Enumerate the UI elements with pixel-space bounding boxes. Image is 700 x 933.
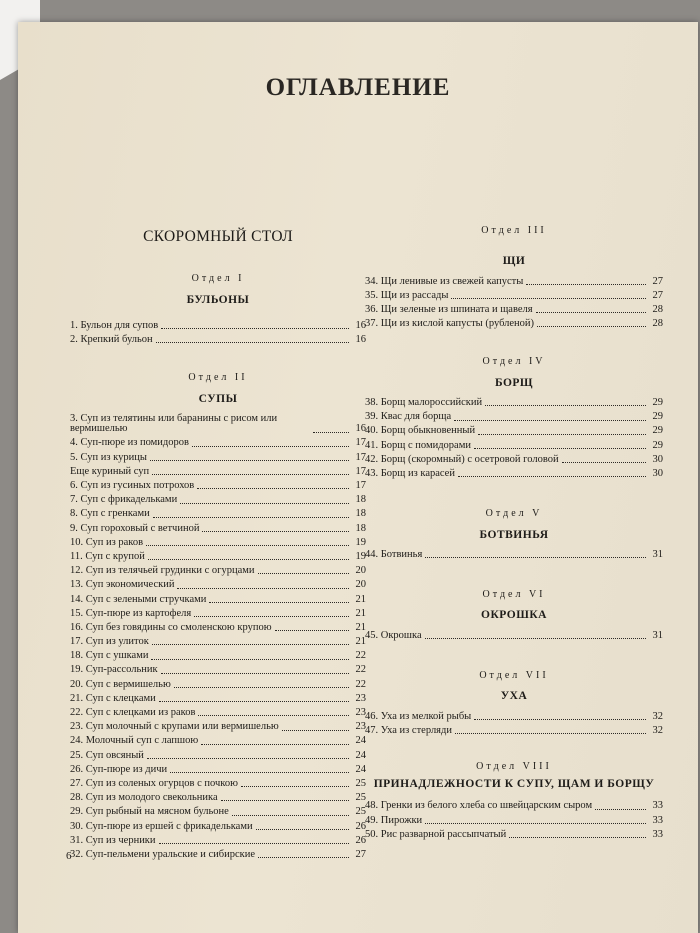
leader-dots xyxy=(275,630,349,631)
toc-entry xyxy=(365,469,663,479)
toc-entry-page: 27 xyxy=(652,275,663,287)
toc-entry-page: 31 xyxy=(652,548,663,560)
leader-dots xyxy=(478,434,646,435)
toc-entry-page: 21 xyxy=(355,621,366,633)
toc-entry-title: 9. Суп гороховый с ветчиной xyxy=(70,522,200,534)
leader-dots xyxy=(209,602,349,603)
toc-entry-title: 43. Борщ из карасей xyxy=(365,467,455,479)
toc-entry-title: 14. Суп с зелеными стручками xyxy=(70,593,207,605)
leader-dots xyxy=(241,786,349,787)
toc-entry-title: 21. Суп с клецками xyxy=(70,692,156,704)
toc-entry xyxy=(70,736,366,746)
toc-entry-title: 24. Молочный суп с лапшою xyxy=(70,735,199,747)
leader-dots xyxy=(509,837,646,838)
leader-dots xyxy=(177,588,349,589)
toc-entry-page: 16 xyxy=(355,319,366,331)
toc-entry-title: 30. Суп-пюре из ершей с фрикадельками xyxy=(70,820,253,832)
toc-entry xyxy=(70,467,366,477)
leader-dots xyxy=(159,701,349,702)
toc-entry-page: 21 xyxy=(355,636,366,648)
toc-entry-page: 18 xyxy=(355,508,366,520)
toc-entry-title: 20. Суп с вермишелью xyxy=(70,678,171,690)
section-label: Отдел VII xyxy=(479,670,549,682)
leader-dots xyxy=(474,448,646,449)
toc-entry-page: 29 xyxy=(652,439,663,451)
toc-entry-page: 23 xyxy=(355,692,366,704)
toc-entry xyxy=(70,651,366,661)
toc-left-column xyxy=(70,228,366,872)
toc-entry-page: 33 xyxy=(652,814,663,826)
toc-entry xyxy=(365,550,663,560)
leader-dots xyxy=(161,328,349,329)
leader-dots xyxy=(258,857,349,858)
toc-entry-title: 13. Суп экономический xyxy=(70,579,175,591)
toc-entry xyxy=(70,481,366,491)
leader-dots xyxy=(197,488,349,489)
toc-entry xyxy=(365,726,663,736)
toc-entry xyxy=(365,712,663,722)
leader-dots xyxy=(455,733,646,734)
toc-entry-title: 47. Уха из стерляди xyxy=(365,724,452,736)
toc-entry-page: 17 xyxy=(355,437,366,449)
toc-entry-title: 41. Борщ с помидорами xyxy=(365,439,471,451)
toc-entry-page: 33 xyxy=(652,800,663,812)
toc-entry-title: 27. Суп из соленых огурцов с почкою xyxy=(70,777,238,789)
section-label: Отдел VIII xyxy=(476,761,552,773)
book-page xyxy=(18,22,698,933)
leader-dots xyxy=(148,559,349,560)
toc-entry xyxy=(365,319,663,329)
toc-entry-page: 23 xyxy=(355,721,366,733)
toc-section xyxy=(365,590,663,641)
leader-dots xyxy=(474,719,646,720)
toc-entry-title: 40. Борщ обыкновенный xyxy=(365,425,476,437)
toc-entry xyxy=(365,305,663,315)
toc-entry xyxy=(365,816,663,826)
section-title: БОРЩ xyxy=(494,376,534,389)
leader-dots xyxy=(156,342,349,343)
toc-entry-title: 18. Суп с ушками xyxy=(70,650,149,662)
toc-entry-page: 28 xyxy=(652,318,663,330)
toc-entry-title: 37. Щи из кислой капусты (рубленой) xyxy=(365,318,535,330)
section-title: СУПЫ xyxy=(198,392,238,405)
part-heading: СКОРОМНЫЙ СТОЛ xyxy=(143,228,293,245)
toc-entry-title: 5. Суп из курицы xyxy=(70,451,147,463)
toc-entry-title: 35. Щи из рассады xyxy=(365,289,449,301)
toc-entry xyxy=(70,538,366,548)
toc-entry-title: 44. Ботвинья xyxy=(365,548,423,560)
toc-entry-title: 34. Щи ленивые из свежей капусты xyxy=(365,275,524,287)
leader-dots xyxy=(454,420,646,421)
toc-section xyxy=(365,671,663,736)
leader-dots xyxy=(232,815,349,816)
toc-entry-page: 16 xyxy=(355,334,366,346)
section-label: Отдел IV xyxy=(482,356,546,368)
toc-entry-page: 33 xyxy=(652,828,663,840)
toc-entry-page: 27 xyxy=(355,848,366,860)
toc-section xyxy=(70,274,366,345)
toc-right-column xyxy=(365,226,663,852)
toc-entry xyxy=(70,552,366,562)
leader-dots xyxy=(425,557,646,558)
toc-entry-title: 28. Суп из молодого свекольника xyxy=(70,792,218,804)
toc-entry-title: 22. Суп с клецками из раков xyxy=(70,707,196,719)
toc-entry-page: 20 xyxy=(355,579,366,591)
section-title: ЩИ xyxy=(502,255,526,268)
toc-entry-page: 17 xyxy=(355,451,366,463)
toc-entry xyxy=(70,665,366,675)
toc-entry xyxy=(70,751,366,761)
toc-entry-title: Еще куриный суп xyxy=(70,465,150,477)
toc-entry-page: 30 xyxy=(652,453,663,465)
leader-dots xyxy=(258,573,350,574)
toc-entry-page: 32 xyxy=(652,724,663,736)
leader-dots xyxy=(152,474,349,475)
leader-dots xyxy=(170,772,349,773)
leader-dots xyxy=(198,715,349,716)
leader-dots xyxy=(147,758,349,759)
toc-entry xyxy=(70,595,366,605)
toc-entry xyxy=(365,801,663,811)
toc-entry xyxy=(70,807,366,817)
leader-dots xyxy=(526,284,646,285)
toc-entry-page: 25 xyxy=(355,777,366,789)
section-title: УХА xyxy=(500,690,528,703)
toc-entry-title: 6. Суп из гусиных потрохов xyxy=(70,480,195,492)
toc-entry-title: 31. Суп из черники xyxy=(70,834,156,846)
toc-entry-page: 29 xyxy=(652,425,663,437)
toc-entry-title: 8. Суп с гренками xyxy=(70,508,150,520)
toc-entry-page: 29 xyxy=(652,397,663,409)
section-label: Отдел II xyxy=(188,372,248,384)
toc-entry xyxy=(365,426,663,436)
toc-entry-title: 42. Борщ (скоромный) с осетровой головой xyxy=(365,453,559,465)
toc-entry-title: 36. Щи зеленые из шпината и щавеля xyxy=(365,303,533,315)
toc-entry-page: 32 xyxy=(652,710,663,722)
toc-entry xyxy=(365,441,663,451)
toc-entry-title: 50. Рис разварной рассыпчатый xyxy=(365,828,507,840)
toc-entry-page: 21 xyxy=(355,607,366,619)
toc-entry xyxy=(70,722,366,732)
toc-entry-title: 23. Суп молочный с крупами или вермишелью xyxy=(70,721,279,733)
toc-entry-page: 26 xyxy=(355,834,366,846)
toc-entry xyxy=(70,637,366,647)
leader-dots xyxy=(221,800,349,801)
toc-entry-title: 12. Суп из телячьей грудинки с огурцами xyxy=(70,565,255,577)
leader-dots xyxy=(153,517,349,518)
section-label: Отдел V xyxy=(485,508,543,520)
toc-entry xyxy=(70,623,366,633)
toc-section xyxy=(365,226,663,329)
toc-entry xyxy=(365,291,663,301)
toc-entry-title: 17. Суп из улиток xyxy=(70,636,149,648)
toc-entry-page: 24 xyxy=(355,735,366,747)
toc-entry-title: 49. Пирожки xyxy=(365,814,423,826)
toc-entry xyxy=(365,455,663,465)
toc-entry xyxy=(70,850,366,860)
toc-entry xyxy=(70,321,366,331)
leader-dots xyxy=(151,659,349,660)
toc-entry-title: 1. Бульон для супов xyxy=(70,319,159,331)
toc-entry-title: 46. Уха из мелкой рыбы xyxy=(365,710,472,722)
leader-dots xyxy=(201,744,349,745)
section-title: БОТВИНЬЯ xyxy=(479,528,549,541)
leader-dots xyxy=(595,809,646,810)
leader-dots xyxy=(150,460,349,461)
section-label: Отдел I xyxy=(191,273,245,285)
leader-dots xyxy=(152,644,349,645)
toc-entry xyxy=(70,438,366,448)
toc-entry-page: 16 xyxy=(355,423,366,435)
leader-dots xyxy=(451,298,646,299)
toc-entry xyxy=(365,277,663,287)
leader-dots xyxy=(174,687,349,688)
toc-entry-page: 29 xyxy=(652,411,663,423)
toc-entry xyxy=(70,509,366,519)
toc-section xyxy=(365,357,663,479)
toc-entry-page: 27 xyxy=(652,289,663,301)
toc-entry-title: 32. Суп-пельмени уральские и сибирские xyxy=(70,848,256,860)
leader-dots xyxy=(537,326,646,327)
toc-entry xyxy=(70,414,366,435)
section-title: ОКРОШКА xyxy=(481,609,547,622)
leader-dots xyxy=(425,638,646,639)
toc-entry-page: 24 xyxy=(355,749,366,761)
toc-entry-page: 20 xyxy=(355,565,366,577)
leader-dots xyxy=(192,446,349,447)
toc-entry-title: 4. Суп-пюре из помидоров xyxy=(70,437,189,449)
toc-entry-page: 22 xyxy=(355,678,366,690)
toc-entry-title: 39. Квас для борща xyxy=(365,411,452,423)
toc-entry-title: 11. Суп с крупой xyxy=(70,550,145,562)
leader-dots xyxy=(180,503,349,504)
section-title: ПРИНАДЛЕЖНОСТИ К СУПУ, ЩАМ И БОРЩУ xyxy=(373,778,655,791)
toc-entry-page: 18 xyxy=(355,522,366,534)
leader-dots xyxy=(202,531,349,532)
toc-entry xyxy=(70,580,366,590)
toc-entry xyxy=(70,566,366,576)
toc-entry-page: 21 xyxy=(355,593,366,605)
toc-entry-title: 45. Окрошка xyxy=(365,629,422,641)
leader-dots xyxy=(194,616,349,617)
leader-dots xyxy=(536,312,646,313)
toc-entry xyxy=(70,524,366,534)
toc-entry xyxy=(70,836,366,846)
leader-dots xyxy=(159,843,349,844)
leader-dots xyxy=(146,545,349,546)
leader-dots xyxy=(485,405,646,406)
section-label: Отдел VI xyxy=(482,589,546,601)
toc-entry-page: 24 xyxy=(355,763,366,775)
leader-dots xyxy=(161,673,349,674)
toc-section xyxy=(365,509,663,560)
toc-section xyxy=(70,373,366,860)
section-label: Отдел III xyxy=(481,225,547,236)
toc-entry xyxy=(365,412,663,422)
toc-entry xyxy=(70,779,366,789)
toc-entry-title: 15. Суп-пюре из картофеля xyxy=(70,607,192,619)
toc-entry-page: 30 xyxy=(652,467,663,479)
toc-entry-title: 2. Крепкий бульон xyxy=(70,334,153,346)
toc-entry xyxy=(365,631,663,641)
toc-entry-title: 29. Суп рыбный на мясном бульоне xyxy=(70,806,229,818)
toc-entry xyxy=(70,765,366,775)
page-title: ОГЛАВЛЕНИЕ xyxy=(265,74,451,101)
leader-dots xyxy=(562,462,646,463)
leader-dots xyxy=(256,829,349,830)
toc-entry-title: 26. Суп-пюре из дичи xyxy=(70,763,168,775)
toc-entry-page: 19 xyxy=(355,550,366,562)
toc-entry xyxy=(70,680,366,690)
toc-entry-title: 7. Суп с фрикадельками xyxy=(70,494,178,506)
toc-entry-page: 19 xyxy=(355,536,366,548)
toc-entry-page: 22 xyxy=(355,664,366,676)
toc-section xyxy=(365,762,663,840)
toc-entry-page: 17 xyxy=(355,465,366,477)
toc-entry-page: 28 xyxy=(652,303,663,315)
toc-entry-page: 18 xyxy=(355,494,366,506)
toc-entry xyxy=(70,793,366,803)
toc-entry-title: 16. Суп без говядины со смоленскою крупою xyxy=(70,621,272,633)
page-number: 6 xyxy=(66,850,72,862)
toc-entry-title: 38. Борщ малороссийский xyxy=(365,397,483,409)
toc-entry-title: 10. Суп из раков xyxy=(70,536,144,548)
leader-dots xyxy=(458,476,646,477)
toc-entry-page: 22 xyxy=(355,650,366,662)
toc-entry-page: 25 xyxy=(355,792,366,804)
section-title: БУЛЬОНЫ xyxy=(186,293,250,306)
toc-entry xyxy=(70,453,366,463)
toc-entry-page: 23 xyxy=(355,707,366,719)
toc-entry-title: 3. Суп из телятины или баранины с рисом или вермишелью xyxy=(70,412,278,435)
toc-entry xyxy=(70,822,366,832)
toc-entry xyxy=(70,708,366,718)
toc-entry xyxy=(70,335,366,345)
toc-entry-page: 31 xyxy=(652,629,663,641)
toc-entry-page: 25 xyxy=(355,806,366,818)
leader-dots xyxy=(425,823,646,824)
leader-dots xyxy=(282,730,349,731)
toc-entry-title: 48. Гренки из белого хлеба со швейцарским сыром xyxy=(365,800,593,812)
toc-entry-page: 26 xyxy=(355,820,366,832)
toc-entry xyxy=(365,398,663,408)
toc-entry xyxy=(365,830,663,840)
toc-entry-title: 25. Суп овсяный xyxy=(70,749,144,761)
toc-entry xyxy=(70,495,366,505)
toc-entry-page: 17 xyxy=(355,480,366,492)
toc-entry xyxy=(70,609,366,619)
toc-entry-title: 19. Суп-рассольник xyxy=(70,664,158,676)
leader-dots xyxy=(313,432,349,433)
toc-entry xyxy=(70,694,366,704)
